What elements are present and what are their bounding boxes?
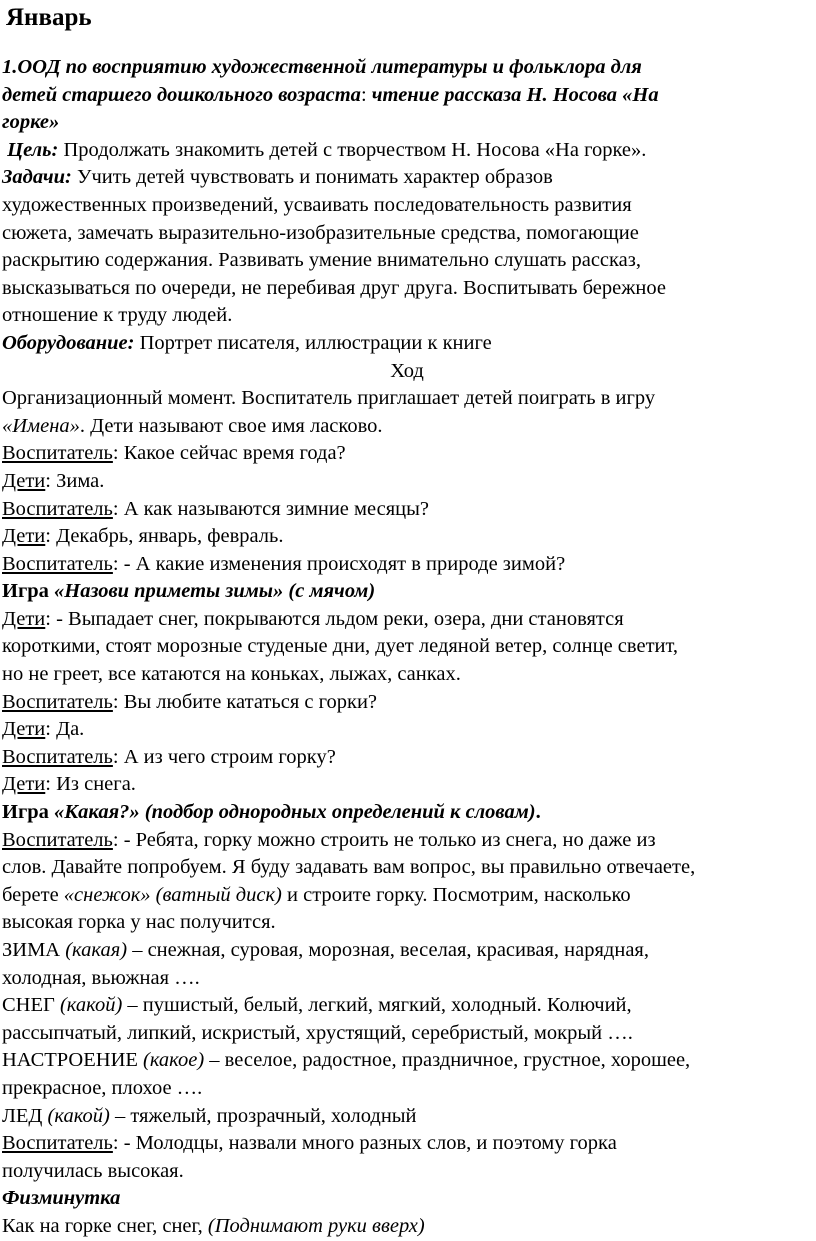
word-snow-line-2: рассыпчатый, липкий, искристый, хрустящий, серебристый, мокрый …. [2,1021,633,1044]
equipment-text: Портрет писателя, иллюстрации к книге [134,331,492,354]
speaker-children: Дети [2,718,46,741]
tasks-label: Задачи: [2,166,72,189]
intro-line-2 [2,413,812,441]
speaker-children: Дети [2,773,46,796]
dialogue-line-2: Дети: Зима. [2,469,105,492]
document-body [2,54,812,1241]
speaker-children: Дети [2,607,46,630]
goal-text: Продолжать знакомить детей с творчеством Н. Носова «На горке». [58,138,647,161]
speaker-children: Дети [2,525,46,548]
exercise-heading: Физминутка [2,1187,121,1210]
tasks-line-2: художественных произведений, усваивать последовательность развития [2,193,632,216]
equipment-label: Оборудование: [2,331,135,354]
game-heading-2: Игра «Какая?» (подбор однородных определений к словам). [2,801,541,824]
dialogue-line-6b: короткими, стоят морозные студеные дни, дует ледяной ветер, солнце светит, [2,635,679,658]
intro-text-2: . Дети называют свое имя ласково. [79,414,383,437]
word-snow-line-1: СНЕГ (какой) – пушистый, белый, легкий, мягкий, холодный. Колючий, [2,994,632,1017]
word-mood-line-2: прекрасное, плохое …. [2,1076,203,1099]
dialogue-line-12: Воспитатель: - Молодцы, назвали много разных слов, и поэтому горка [2,1132,617,1155]
speaker-teacher: Воспитатель [2,442,113,465]
dialogue-line-11c: берете «снежок» (ватный диск) и строите горку. Посмотрим, насколько [2,883,631,906]
course-heading: Ход [390,359,424,382]
dialogue-line-8: Дети: Да. [2,718,85,741]
speaker-teacher: Воспитатель [2,690,113,713]
game-names: «Имена» [2,414,80,437]
tasks-line-5: высказываться по очереди, не перебивая друг друга. Воспитывать бережное [2,276,666,299]
speaker-teacher: Воспитатель [2,745,113,768]
lesson-title-line-3: горке» [2,111,60,134]
lesson-colon: : [360,83,372,106]
intro-line-1: Организационный момент. Воспитатель приглашает детей поиграть в игру [2,387,656,410]
speaker-teacher: Воспитатель [2,497,113,520]
tasks-line-3: сюжета, замечать выразительно-изобразительные средства, помогающие [2,221,639,244]
word-ice-line: ЛЕД (какой) – тяжелый, прозрачный, холодный [2,1104,417,1127]
word-winter-line-1: ЗИМА (какая) – снежная, суровая, морозная, веселая, красивая, нарядная, [2,939,649,961]
speaker-teacher: Воспитатель [2,552,113,575]
dialogue-line-6: Дети: - Выпадает снег, покрываются льдом реки, озера, дни становятся [2,607,624,630]
game-heading-1: Игра «Назови приметы зимы» (с мячом) [2,580,376,603]
dialogue-line-1: Воспитатель: Какое сейчас время года? [2,442,346,465]
dialogue-line-11b: слов. Давайте попробуем. Я буду задавать вам вопрос, вы правильно отвечаете, [2,856,696,879]
dialogue-line-6c: но не греет, все катаются на коньках, лыжах, санках. [2,663,461,686]
lesson-audience: детей старшего дошкольного возраста [2,83,361,106]
lesson-title-line-1: 1.ООД по восприятию художественной литературы и фольклора для [2,56,642,78]
word-winter-line-2: холодная, вьюжная …. [2,966,200,989]
dialogue-line-11d: высокая горка у нас получится. [2,911,276,934]
dialogue-line-10: Дети: Из снега. [2,773,136,796]
speaker-children: Дети [2,469,46,492]
lesson-activity: чтение рассказа Н. Носова «На [371,83,659,106]
page-title: Январь [6,4,92,31]
dialogue-line-11: Воспитатель: - Ребята, горку можно строить не только из снега, но даже из [2,828,656,851]
speaker-teacher: Воспитатель [2,1132,113,1155]
word-mood-line-1: НАСТРОЕНИЕ (какое) – веселое, радостное, праздничное, грустное, хорошее, [2,1049,691,1072]
goal-label: Цель: [7,138,59,161]
tasks-line-6: отношение к труду людей. [2,304,233,327]
goal-line [2,137,812,165]
dialogue-line-4: Дети: Декабрь, январь, февраль. [2,525,284,548]
equipment-line [2,330,812,358]
tasks-text-1: Учить детей чувствовать и понимать характер образов [71,166,553,189]
poem-line-1: Как на горке снег, снег, (Поднимают руки вверх) [2,1214,425,1237]
lesson-title-line-2 [2,82,812,110]
tasks-line-1 [2,164,812,192]
dialogue-line-7: Воспитатель: Вы любите кататься с горки? [2,690,378,713]
dialogue-line-5: Воспитатель: - А какие изменения происходят в природе зимой? [2,552,566,575]
dialogue-line-3: Воспитатель: А как называются зимние месяцы? [2,497,429,520]
dialogue-line-9: Воспитатель: А из чего строим горку? [2,745,336,768]
speaker-teacher: Воспитатель [2,828,113,851]
dialogue-line-12b: получилась высокая. [2,1159,184,1182]
tasks-line-4: раскрытию содержания. Развивать умение внимательно слушать рассказ, [2,249,641,272]
